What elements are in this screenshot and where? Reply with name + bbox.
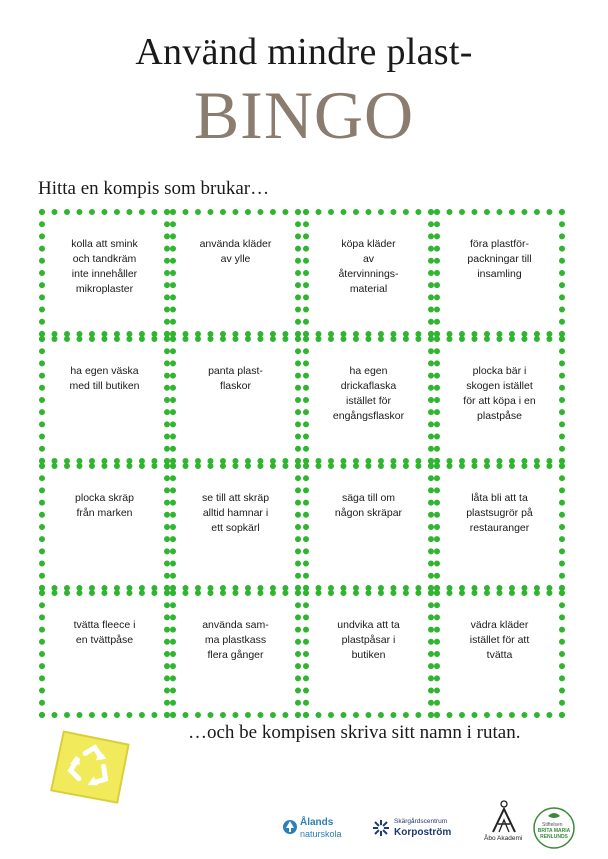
logo-abo-name: Åbo Akademi [484,835,523,842]
cell-text: undvika att ta plastpåsar i butiken [337,619,400,661]
bingo-cell[interactable] [434,336,565,464]
cell-text: vädra kläder istället för att tvätta [469,619,530,661]
bingo-cell[interactable] [39,590,170,718]
logo-alands-name: Ålands [300,817,334,828]
cell-text: ha egen väska med till butiken [69,365,140,392]
cell-text: köpa kläder av återvinnings- material [338,238,399,295]
logo-benlunds-name: BRITA MARIA RENLUNDS [537,828,571,840]
bingo-board [32,203,574,719]
bingo-cell[interactable] [434,209,565,337]
logo-alands-sub: naturskola [300,829,342,839]
cell-text: föra plastför- packningar till insamling [467,238,532,280]
logo-korpo-name: Korpoström [394,827,452,838]
tree-icon [282,818,298,836]
cell-text: tvätta fleece i en tvättpåse [73,619,136,646]
cell-text: ha egen drickaflaska istället för engångsflaskor [332,365,405,422]
cell-text: kolla att smink och tandkräm inte innehåller mikroplaster [71,238,138,295]
logo-abo-akademi [484,800,524,844]
cell-text: plocka bär i skogen istället för att köpa i en plastpåse [463,365,536,422]
cell-text: använda kläder av ylle [199,238,272,265]
bingo-cell[interactable] [303,336,434,464]
bingo-cell[interactable] [39,463,170,591]
bingo-cell[interactable] [434,590,565,718]
bingo-cell[interactable] [39,336,170,464]
bingo-cell[interactable] [303,590,434,718]
bingo-cell[interactable] [170,336,301,464]
logo-alands [282,815,352,841]
sunburst-icon [372,819,390,837]
abo-akademi-emblem-icon [489,800,519,834]
title-line-1: Använd mindre plast- [135,31,473,73]
bingo-cell[interactable] [170,590,301,718]
cell-text: plocka skräp från marken [75,492,134,519]
logo-korpo-small: Skärgårdscentrum [394,818,448,825]
outro-text: …och be kompisen skriva sitt namn i rutan. [188,722,521,743]
cell-text: låta bli att ta plastsugrör på restauranger [466,492,533,534]
bingo-cell[interactable] [39,209,170,337]
logo-benlunds [532,806,576,850]
bingo-cell[interactable] [303,209,434,337]
cell-text: använda sam- ma plastkass flera gånger [202,619,269,661]
title-bingo: BINGO [193,77,415,153]
bingo-cell[interactable] [170,463,301,591]
bingo-cell[interactable] [303,463,434,591]
intro-text: Hitta en kompis som brukar… [38,178,270,199]
cell-text: se till att skräp alltid hamnar i ett sopkärl [201,492,270,534]
recycle-icon [45,725,135,809]
logo-korpo [372,815,452,841]
cell-text: säga till om någon skräpar [334,492,403,519]
logo-benlunds-small: Stiftelsen [542,822,563,828]
cell-text: panta plast- flaskor [208,365,263,392]
bingo-cell[interactable] [434,463,565,591]
bingo-cell[interactable] [170,209,301,337]
